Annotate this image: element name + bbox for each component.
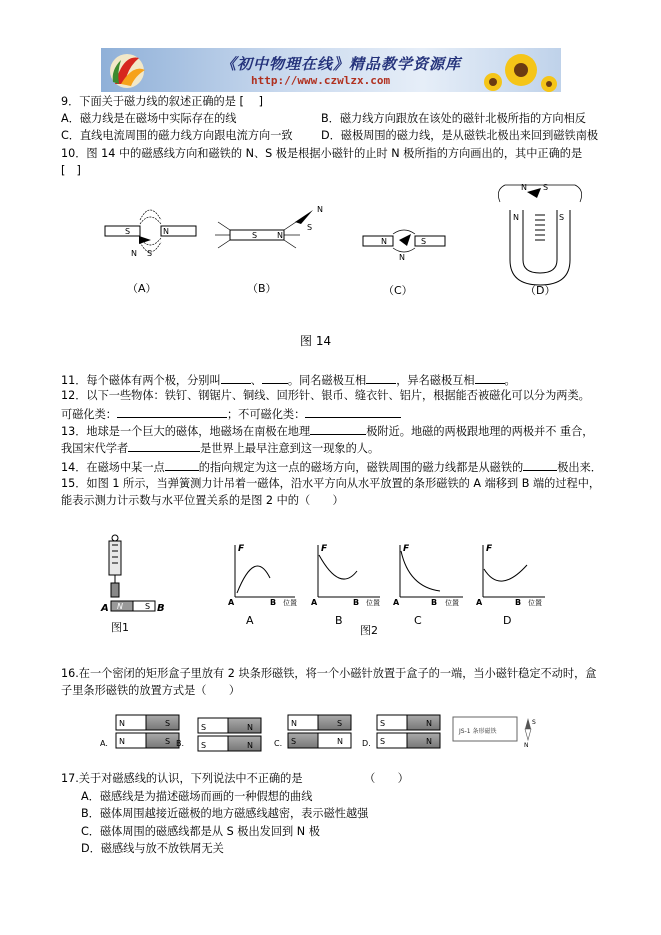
svg-text:N: N xyxy=(117,602,123,611)
svg-text:A: A xyxy=(228,598,235,607)
fig14-label-d: （D） xyxy=(525,284,556,297)
svg-text:N: N xyxy=(317,205,323,214)
svg-text:N: N xyxy=(131,249,137,258)
svg-text:A: A xyxy=(101,603,109,614)
fig1-caption: 图1 xyxy=(111,621,129,634)
q11-line: 11．每个磁体有两个极，分别叫 、 。同名磁极互相 ，异名磁极互相 。 xyxy=(61,374,516,387)
banner-url: http://www.czwlzx.com xyxy=(251,74,391,87)
svg-text:N: N xyxy=(399,253,405,262)
q16-line1: 16.在一个密闭的矩形盒子里放有 2 块条形磁铁，将一个小磁针放置于盒子的一端，当小磁针稳定不动时，盒 xyxy=(61,667,597,680)
q9-stem: 9．下面关于磁力线的叙述正确的是 [ ] xyxy=(61,95,263,108)
svg-text:位置: 位置 xyxy=(366,599,380,607)
graph-a-label: A xyxy=(246,614,254,627)
figure-14 xyxy=(95,180,615,305)
q17-stem: 17.关于对磁感线的认识，下列说法中不正确的是 （ ） xyxy=(61,772,409,785)
svg-text:N: N xyxy=(119,719,125,728)
svg-text:B: B xyxy=(270,598,277,607)
svg-text:N: N xyxy=(513,213,519,222)
svg-text:位置: 位置 xyxy=(528,599,542,607)
svg-text:B: B xyxy=(431,598,438,607)
graph-c-label: C xyxy=(414,614,422,627)
svg-text:S: S xyxy=(125,227,131,236)
svg-text:F: F xyxy=(321,544,328,554)
compass-needle-icon xyxy=(524,718,536,749)
q10-stem: 10．图 14 中的磁感线方向和磁铁的 N、S 极是根据小磁针的止时 N 极所指的方向画出的，其中正确的是 xyxy=(61,147,583,160)
svg-text:S: S xyxy=(380,737,386,746)
sunflower-icon xyxy=(484,54,557,92)
svg-text:JS-1 条形磁铁: JS-1 条形磁铁 xyxy=(459,728,497,735)
svg-text:S: S xyxy=(165,737,171,746)
svg-text:F: F xyxy=(238,544,245,554)
svg-text:F: F xyxy=(486,544,493,554)
q15-figures xyxy=(95,533,545,643)
svg-text:B.: B. xyxy=(176,739,185,748)
fig14-label-c: （C） xyxy=(383,284,413,297)
q9-option-a: A．磁力线是在磁场中实际存在的线 xyxy=(61,112,237,125)
svg-text:位置: 位置 xyxy=(445,599,459,607)
q12-line1: 12．以下一些物体：铁钉、钢锯片、铜线、回形针、银币、缝衣针、铝片，根据能否被磁化可以分为两类。 xyxy=(61,389,590,402)
q15-line2: 能表示测力计示数与水平位置关系的是图 2 中的（ ） xyxy=(61,494,344,507)
svg-text:N: N xyxy=(337,737,343,746)
svg-text:位置: 位置 xyxy=(283,599,297,607)
q17-option-a: A．磁感线是为描述磁场而画的一种假想的曲线 xyxy=(81,790,313,803)
graph-d-label: D xyxy=(503,614,512,627)
svg-text:S: S xyxy=(291,737,297,746)
q9-option-d: D．磁极周围的磁力线，是从磁铁北极出来回到磁铁南极 xyxy=(321,129,599,142)
svg-text:D.: D. xyxy=(362,739,371,748)
svg-text:S: S xyxy=(543,183,549,192)
q13-line2: 我国宋代学者 是世界上最早注意到这一现象的人。 xyxy=(61,442,380,455)
fig14-a-magnets xyxy=(105,210,196,258)
svg-text:S: S xyxy=(559,213,565,222)
option-d-magnets[interactable] xyxy=(377,715,440,748)
svg-text:S: S xyxy=(145,602,151,611)
fig14-c-magnets xyxy=(363,230,445,262)
svg-text:N: N xyxy=(426,737,432,746)
option-b-magnets[interactable] xyxy=(198,718,261,751)
svg-text:A: A xyxy=(393,598,400,607)
svg-text:N: N xyxy=(119,737,125,746)
graph-d xyxy=(476,544,545,607)
svg-text:N: N xyxy=(247,741,253,750)
q16-line2: 子里条形磁铁的放置方式是（ ） xyxy=(61,684,241,697)
fig14-d-u-magnet xyxy=(498,183,581,285)
q9-option-b: B．磁力线方向跟放在该处的磁针北极所指的方向相反 xyxy=(321,112,586,125)
fig2-caption: 图2 xyxy=(360,624,378,637)
svg-text:C.: C. xyxy=(274,739,283,748)
svg-text:N: N xyxy=(426,719,432,728)
q17-option-b: B．磁体周围越接近磁极的地方磁感线越密，表示磁性越强 xyxy=(81,807,369,820)
svg-text:B: B xyxy=(353,598,360,607)
svg-text:S: S xyxy=(147,249,153,258)
graph-c xyxy=(393,544,463,607)
svg-text:S: S xyxy=(380,719,386,728)
q9-option-c: C．直线电流周围的磁力线方向跟电流方向一致 xyxy=(61,129,293,142)
svg-text:A: A xyxy=(311,598,318,607)
svg-text:B: B xyxy=(157,603,165,614)
q17-option-c: C．磁体周围的磁感线都是从 S 极出发回到 N 极 xyxy=(81,825,320,838)
fig14-b-magnet xyxy=(215,205,323,248)
svg-text:S: S xyxy=(252,231,258,240)
svg-text:S: S xyxy=(337,719,343,728)
fig14-label-a: （A） xyxy=(127,282,157,295)
svg-text:S: S xyxy=(421,237,427,246)
bar-magnet-s xyxy=(133,601,155,611)
spring-scale-icon xyxy=(109,535,121,597)
svg-text:N: N xyxy=(163,227,169,236)
svg-text:S: S xyxy=(201,741,207,750)
svg-text:N: N xyxy=(291,719,297,728)
banner xyxy=(101,48,561,92)
q15-line1: 15．如图 1 所示，当弹簧测力计吊着一磁体，沿水平方向从水平放置的条形磁铁的 A 端移到 B 端的过程中， xyxy=(61,477,601,490)
svg-text:N: N xyxy=(277,231,283,240)
fig14-label-b: （B） xyxy=(247,282,277,295)
q13-line1: 13．地球是一个巨大的磁体，地磁场在南极在地理 极附近。地磁的两极跟地理的两极并不 重合， xyxy=(61,425,594,438)
svg-text:B: B xyxy=(515,598,522,607)
graph-b-label: B xyxy=(335,614,343,627)
svg-text:S: S xyxy=(307,223,313,232)
svg-text:N: N xyxy=(521,183,527,192)
svg-text:A.: A. xyxy=(100,739,108,748)
q14-line: 14．在磁场中某一点 的指向规定为这一点的磁场方向，磁铁周围的磁力线都是从磁铁的 极出来． xyxy=(61,461,602,474)
q12-line2: 可磁化类： ；不可磁化类： xyxy=(61,406,401,422)
svg-text:N: N xyxy=(524,742,529,749)
svg-text:S: S xyxy=(532,719,536,726)
banner-title: 《初中物理在线》精品教学资源库 xyxy=(221,55,462,73)
svg-text:N: N xyxy=(381,237,387,246)
graph-a xyxy=(228,544,297,607)
svg-text:F: F xyxy=(403,544,410,554)
svg-text:A: A xyxy=(476,598,483,607)
q17-option-d: D．磁感线与放不放铁屑无关 xyxy=(81,842,224,855)
svg-text:N: N xyxy=(247,723,253,732)
figure-14-caption: 图 14 xyxy=(300,334,332,348)
svg-text:S: S xyxy=(165,719,171,728)
option-a-magnets[interactable] xyxy=(116,715,179,748)
q10-bracket: [ ] xyxy=(61,164,81,177)
option-c-magnets[interactable] xyxy=(288,715,351,748)
svg-text:S: S xyxy=(201,723,207,732)
graph-b xyxy=(311,544,380,607)
q16-options xyxy=(100,712,560,754)
